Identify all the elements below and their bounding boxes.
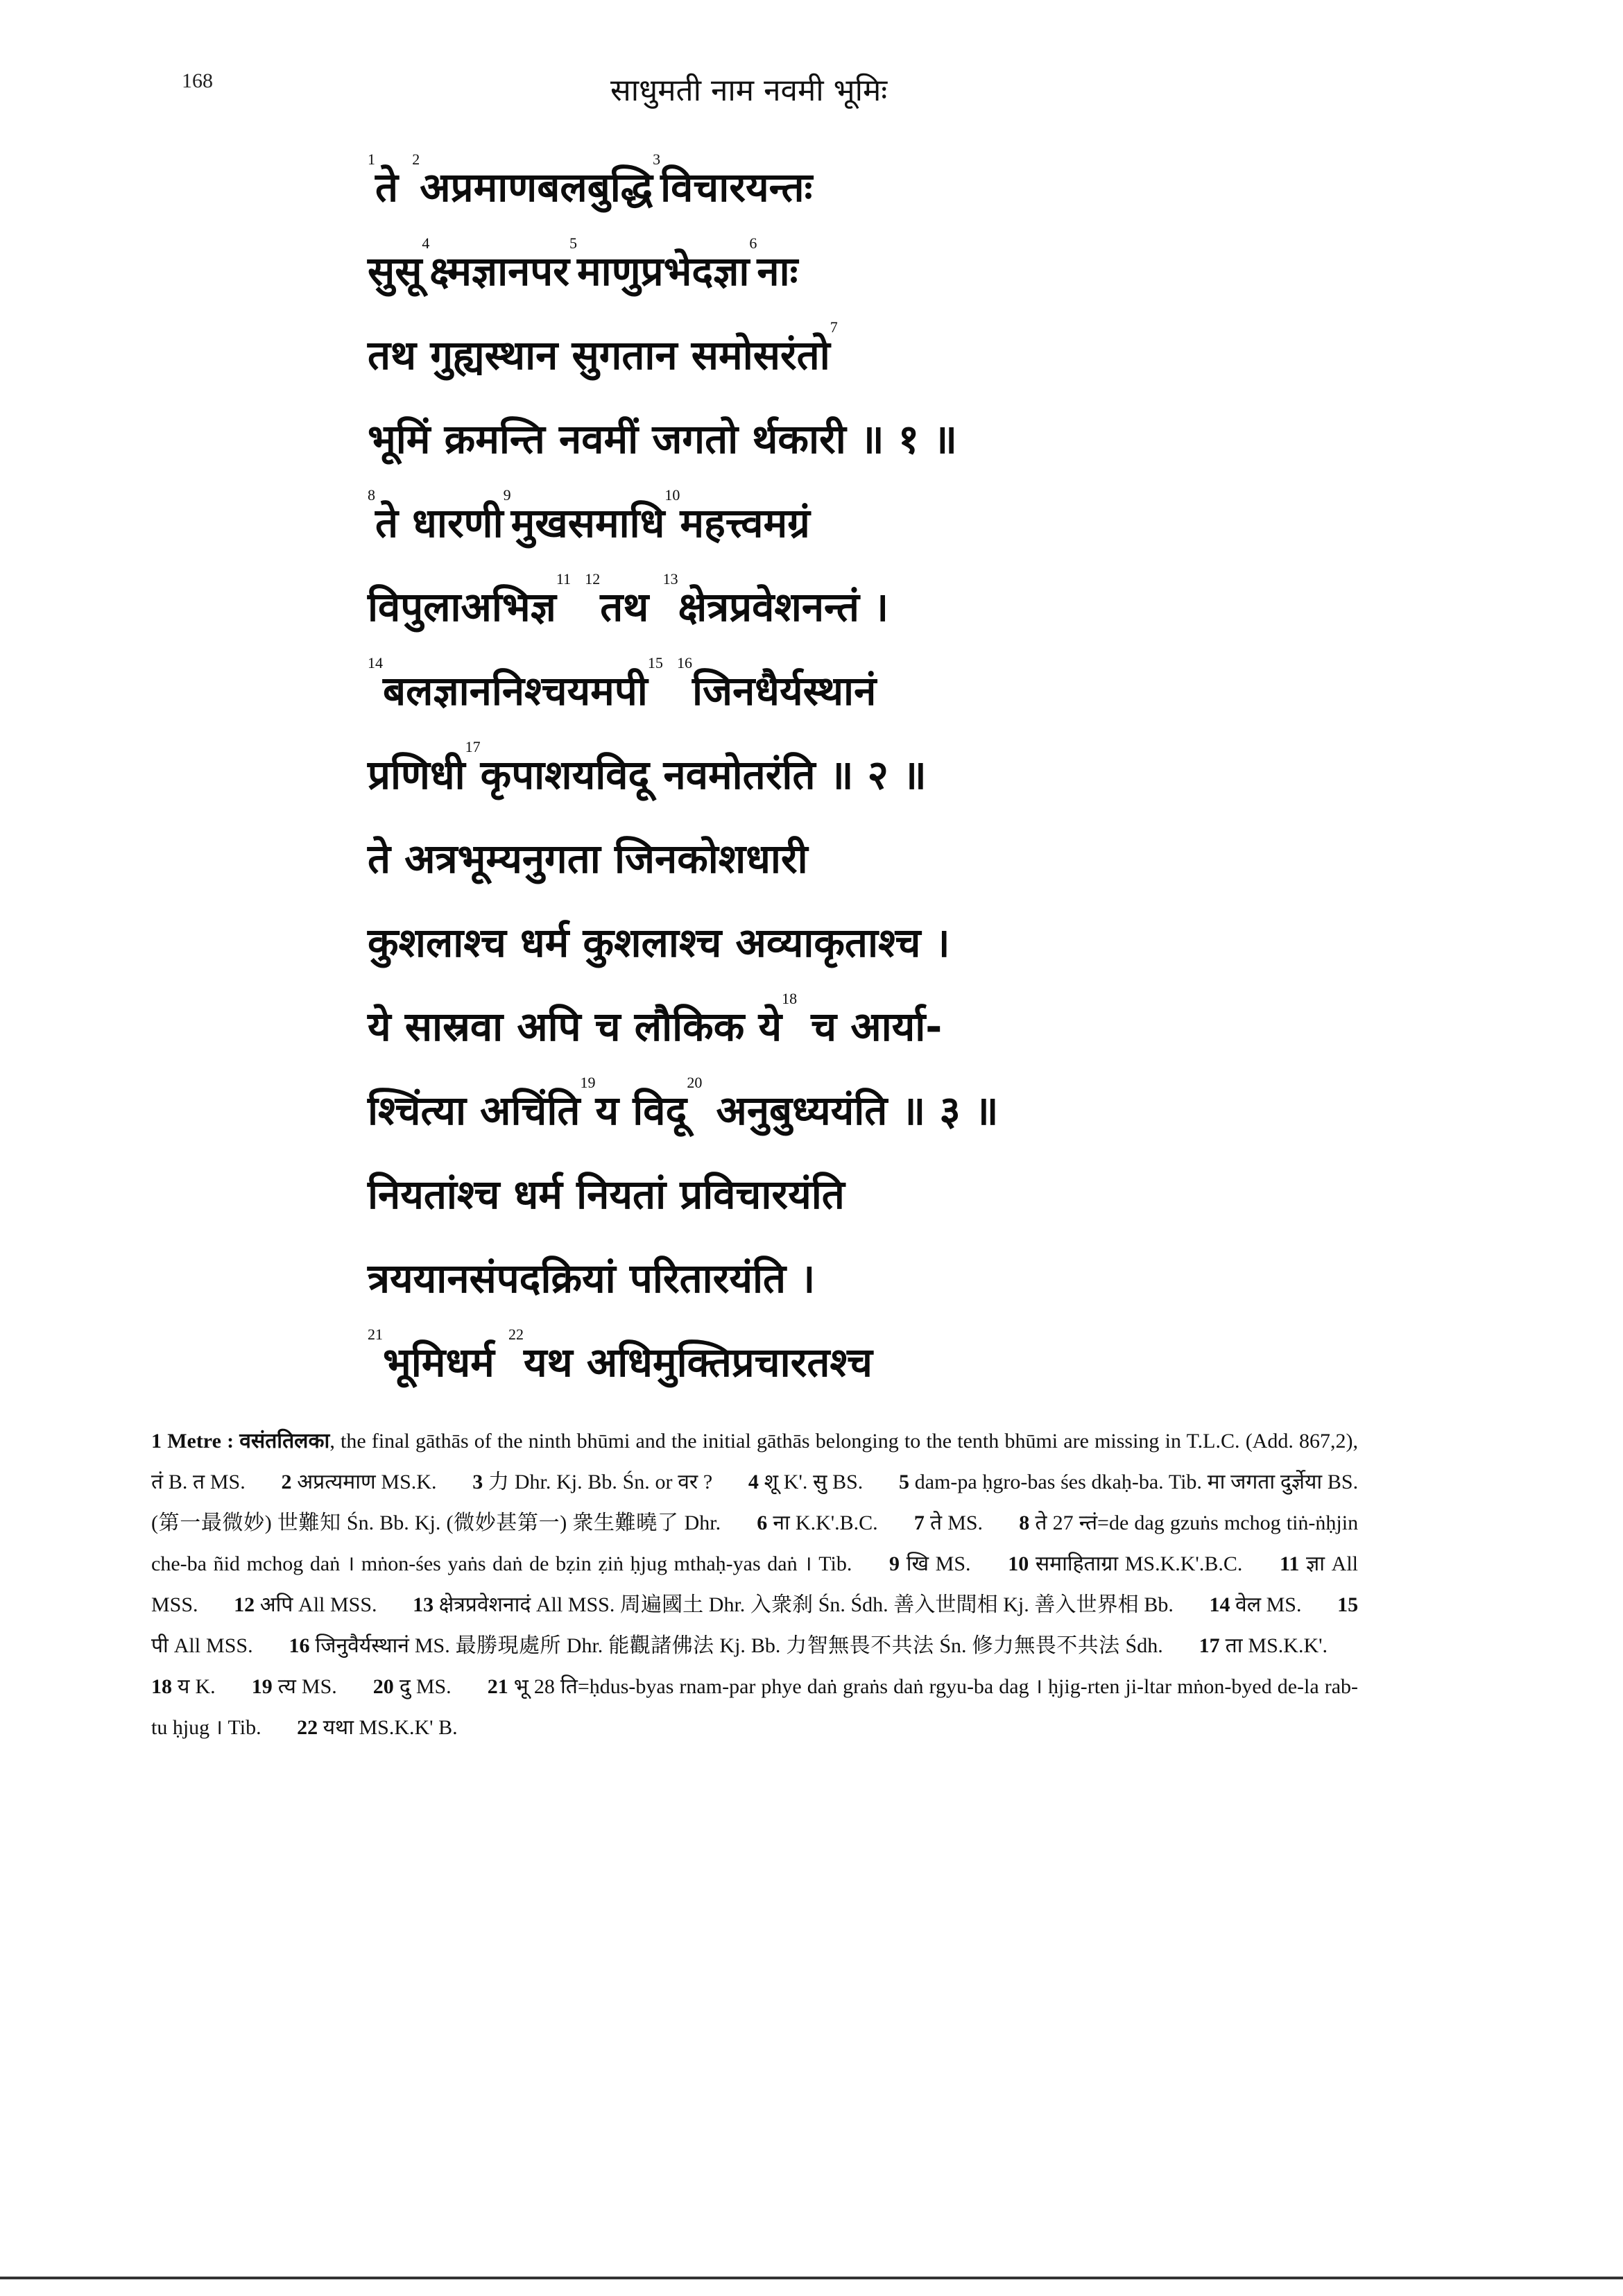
footnote: [748, 1471, 863, 1493]
footnotes: [151, 1421, 1358, 1748]
footnote-marker: 20: [687, 1074, 703, 1091]
footnote-number: 2: [281, 1471, 292, 1493]
verse-text: ते: [375, 164, 413, 211]
verse-text: भूमिधर्म: [383, 1339, 509, 1386]
footnote-number: 7: [913, 1511, 925, 1534]
footnote-marker: 5: [569, 234, 577, 252]
footnote-marker: 7: [830, 318, 838, 336]
footnote-number: 21: [487, 1675, 508, 1698]
footnote: [413, 1593, 1174, 1616]
footnote: [289, 1634, 1163, 1657]
footnote: [889, 1552, 970, 1575]
verse-text: नियतांश्च धर्म नियतां प्रविचारयंति: [368, 1171, 845, 1218]
footnote-number: 16: [289, 1634, 310, 1657]
footnote: [1199, 1634, 1328, 1657]
footnote: [234, 1593, 377, 1616]
running-head: साधुमती नाम नवमी भूमिः: [610, 73, 888, 108]
verse-text: विचारयन्तः: [660, 164, 813, 211]
verse-text: ये सास्रवा अपि च लौकिक ये: [368, 1003, 782, 1050]
verse-text: त्रययानसंपदक्रियां परितारयंति ।: [368, 1255, 816, 1302]
footnote: [151, 1675, 216, 1698]
footnote-marker: 3: [653, 151, 661, 168]
verse-text: कुशलाश्च धर्म कुशलाश्च अव्याकृताश्च ।: [368, 919, 950, 966]
footnote-number: 18: [151, 1675, 172, 1698]
footnote-text: दु MS.: [399, 1675, 452, 1698]
footnote-text: ते 27 न्तं=de dag gzuṅs mchog tiṅ-ṅḥjin che-ba ñid mchog daṅ । mṅon-śes yaṅs daṅ de bẓin ẓiṅ ḥjug mthaḥ-yas daṅ । Tib.: [151, 1511, 1359, 1575]
verse-text: बलज्ञाननिश्चयमपी: [383, 667, 648, 714]
verse-line: [368, 481, 1408, 565]
verse-text: ते धारणी: [375, 499, 504, 547]
footnote: [373, 1675, 452, 1698]
verse-line: [368, 565, 1408, 649]
verse-text: भूमिं क्रमन्ति नवमीं जगतो र्थकारी ॥ १ ॥: [368, 415, 957, 463]
footnote-number: 6: [757, 1511, 768, 1534]
footnote-text: भू 28 ति=ḥdus-byas rnam-par phye daṅ graṅs daṅ rgyu-ba dag । ḥjig-rten ji-ltar mṅon-byed de-la rab-tu ḥjug । Tib.: [151, 1675, 1359, 1739]
footnote-marker: 1: [368, 151, 375, 168]
footnote-text: dam-pa ḥgro-bas śes dkaḥ-ba. Tib. मा जगता दुर्ज्ञेया BS. (第一最微妙) 世難知 Śn. Bb. Kj. (微妙甚第一) 衆生難曉了 Dhr.: [151, 1471, 1359, 1534]
footnote: [297, 1716, 457, 1739]
verse-text: मुखसमाधि: [510, 499, 665, 547]
footnote-text: समाहिताग्रा MS.K.K'.B.C.: [1035, 1552, 1243, 1575]
verse-text: सुसू: [368, 248, 422, 295]
footnote-number: 22: [297, 1716, 318, 1739]
footnote-number: 10: [1008, 1552, 1029, 1575]
verse-text: श्चिंत्या अचिंति: [368, 1087, 581, 1134]
verse-text: क्षेत्रप्रवेशनन्तं ।: [678, 583, 889, 631]
verse-text: प्रणिधी: [368, 751, 465, 798]
verse-text: अप्रमाणबलबुद्धि: [420, 164, 653, 211]
footnote: [281, 1471, 436, 1493]
footnote-marker: 15: [647, 654, 663, 671]
footnote-marker: 18: [782, 990, 798, 1007]
verse-text: क्ष्मज्ञानपर: [429, 248, 569, 295]
footnote-number: 11: [1280, 1552, 1300, 1575]
verse-text: माणुप्रभेदज्ञा: [576, 248, 750, 295]
footnote: [914, 1511, 983, 1534]
verse-text: तथ गुह्यस्थान सुगतान समोसरंतो: [368, 332, 830, 379]
footnote: [1008, 1552, 1242, 1575]
footnote-marker: 16: [677, 654, 693, 671]
footnote-text: पी All MSS.: [151, 1634, 253, 1657]
footnote-number: 19: [251, 1675, 273, 1698]
footnote-text: ता MS.K.K'.: [1225, 1634, 1328, 1657]
verse-line: [368, 985, 1408, 1069]
verse-text: [571, 583, 585, 631]
verse-text: महत्त्वमग्रं: [680, 499, 810, 547]
verse-text: अनुबुध्ययंति ॥ ३ ॥: [702, 1087, 999, 1134]
footnote-number: 5: [899, 1471, 910, 1493]
verse-text: कृपाशयविदू नवमोतरंति ॥ २ ॥: [480, 751, 927, 798]
verse-text: [663, 667, 677, 714]
footnote-marker: 17: [465, 738, 481, 755]
footnote-number: 9: [889, 1552, 900, 1575]
footnote-text: वेल MS.: [1235, 1593, 1302, 1616]
footnote-text: शू K'. सु BS.: [764, 1471, 864, 1493]
footnote-marker: 12: [585, 570, 601, 588]
footnote-text: ज्ञा All MSS.: [151, 1552, 1359, 1616]
footnote-number: 4: [748, 1471, 759, 1493]
footnote-number: 3: [472, 1471, 483, 1493]
footnote-marker: 10: [664, 486, 680, 504]
footnote-marker: 22: [508, 1326, 524, 1343]
footnote-text: यथा MS.K.K' B.: [323, 1716, 458, 1739]
footnote-text: जिनुवैर्यस्थानं MS. 最勝現處所 Dhr. 能觀諸佛法 Kj. Bb. 力智無畏不共法 Śn. 修力無畏不共法 Śdh.: [315, 1634, 1163, 1657]
footnote-marker: 21: [368, 1326, 383, 1343]
footnote-number: 14: [1209, 1593, 1230, 1616]
footnote-number: 17: [1199, 1634, 1220, 1657]
footnote-text: खि MS.: [906, 1552, 971, 1575]
verse-line: [368, 817, 1408, 901]
bottom-rule: [0, 2277, 1623, 2279]
verse-text: यथ अधिमुक्तिप्रचारतश्च: [524, 1339, 873, 1386]
verse-text: च आर्या-: [797, 1003, 943, 1050]
verse-line: [368, 314, 1408, 397]
footnote: [252, 1675, 337, 1698]
footnote-text: 力 Dhr. Kj. Bb. Śn. or वर ?: [488, 1471, 713, 1493]
footnote-text: ना K.K'.B.C.: [773, 1511, 878, 1534]
footnote-number: 13: [413, 1593, 434, 1616]
verse-text: तथ: [600, 583, 663, 631]
verse-line: [368, 649, 1408, 733]
footnote-text: ते MS.: [929, 1511, 984, 1534]
footnote-number: 12: [234, 1593, 255, 1616]
footnote-marker: 19: [580, 1074, 596, 1091]
footnote-marker: 11: [556, 570, 572, 588]
verse-text: य विदू: [595, 1087, 687, 1134]
verse-line: [368, 397, 1408, 481]
footnote-number: 8: [1019, 1511, 1030, 1534]
verse-line: [368, 1069, 1408, 1153]
verse-line: [368, 1237, 1408, 1321]
verse-text: विपुलाअभिज्ञ: [368, 583, 556, 631]
footnote: [1209, 1593, 1301, 1616]
footnote-marker: 4: [422, 234, 430, 252]
verse-line: [368, 1153, 1408, 1237]
verse-line: [368, 146, 1408, 230]
footnote-marker: 2: [412, 151, 420, 168]
footnote-number: 15: [1337, 1593, 1359, 1616]
page-number: 168: [182, 69, 213, 92]
verse-text: नाः: [757, 248, 798, 295]
footnote: [757, 1511, 877, 1534]
footnote-number: 1: [151, 1430, 162, 1453]
footnote-marker: 13: [662, 570, 678, 588]
verse-line: [368, 230, 1408, 314]
footnote-text: Metre : वसंततिलका, the final gāthās of the ninth bhūmi and the initial gāthās belonging to the tenth bhūmi are missing in T.L.C. (Add. 867,2), तं B. त MS.: [151, 1430, 1359, 1493]
footnote-text: य K.: [178, 1675, 216, 1698]
footnote-marker: 14: [368, 654, 383, 671]
verse-text: जिनधैर्यस्थानं: [692, 667, 877, 714]
verse-line: [368, 733, 1408, 817]
verse-block: [368, 146, 1408, 1405]
footnote-marker: 8: [368, 486, 375, 504]
footnote: [472, 1471, 712, 1493]
verse-line: [368, 1321, 1408, 1405]
footnote-text: अप्रत्यमाण MS.K.: [297, 1471, 437, 1493]
footnote-marker: 6: [749, 234, 757, 252]
footnote-number: 20: [372, 1675, 394, 1698]
footnote-text: त्य MS.: [277, 1675, 337, 1698]
footnote-marker: 9: [503, 486, 511, 504]
footnote-text: अपि All MSS.: [259, 1593, 377, 1616]
footnote-text: क्षेत्रप्रवेशनादं All MSS. 周遍國土 Dhr. 入衆刹 Śn. Śdh. 善入世間相 Kj. 善入世界相 Bb.: [438, 1593, 1174, 1616]
verse-line: [368, 901, 1408, 985]
verse-text: ते अत्रभूम्यनुगता जिनकोशधारी: [368, 835, 808, 882]
